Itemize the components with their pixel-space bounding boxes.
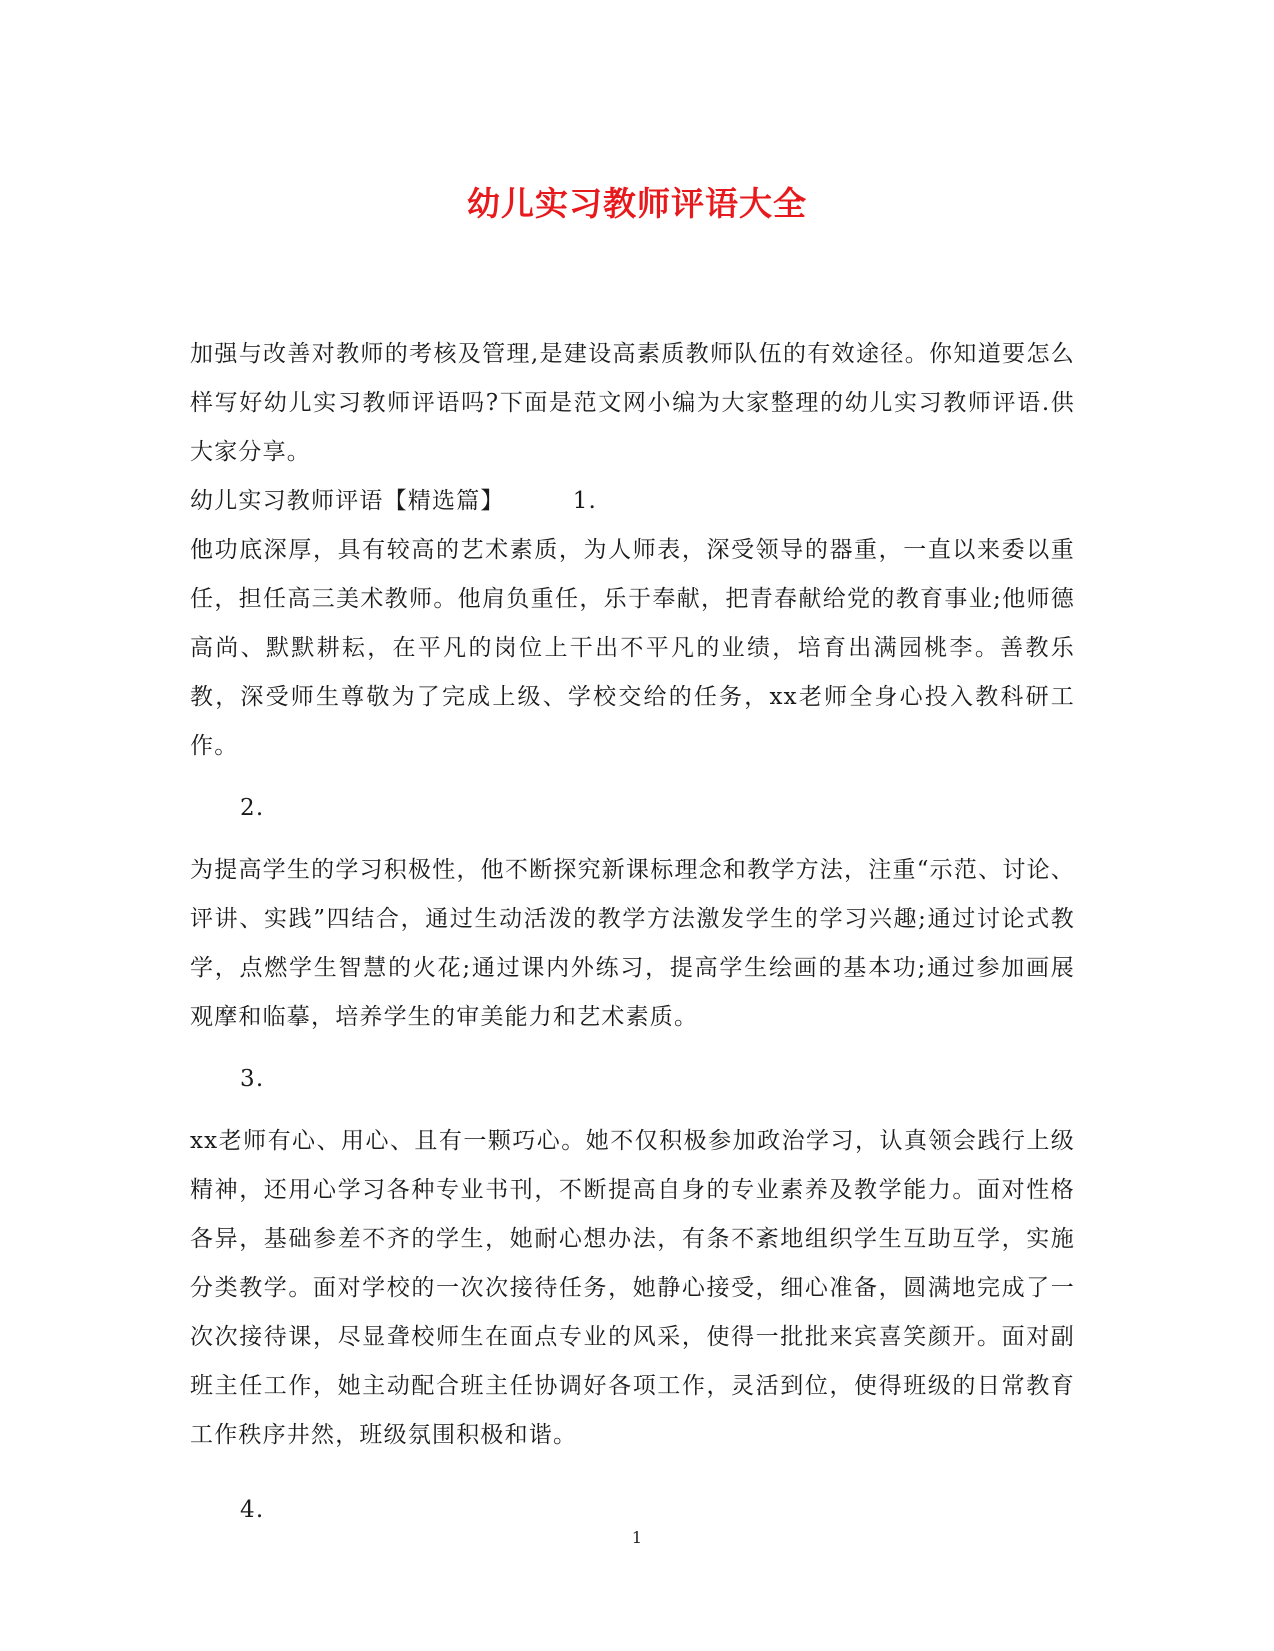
- section-heading-number: 1.: [572, 488, 598, 514]
- section-heading-line: [190, 477, 1075, 526]
- comment-paragraph-2: 为提高学生的学习积极性，他不断探究新课标理念和教学方法，注重“示范、讨论、评讲、实践”四结合，通过生动活泼的教学方法激发学生的学习兴趣;通过讨论式教学，点燃学生智慧的火花;通过课内外练习，提高学生绘画的基本功;通过参加画展观摩和临摹，培养学生的审美能力和艺术素质。: [190, 857, 1075, 1030]
- comment-number-2: 2.: [240, 795, 265, 821]
- section-heading: 幼儿实习教师评语【精选篇】: [190, 488, 505, 514]
- comment-paragraph-3: xx老师有心、用心、且有一颗巧心。她不仅积极参加政治学习，认真领会践行上级精神，还用心学习各种专业书刊，不断提高自身的专业素养及教学能力。面对性格各异，基础参差不齐的学生，她耐心想办法，有条不紊地组织学生互助互学，实施分类教学。面对学校的一次次接待任务，她静心接受，细心准备，圆满地完成了一次次接待课，尽显聋校师生在面点专业的风采，使得一批批来宾喜笑颜开。面对副班主任工作，她主动配合班主任协调好各项工作，灵活到位，使得班级的日常教育工作秩序井然，班级氛围积极和谐。: [190, 1128, 1075, 1448]
- comment-paragraph-1: 他功底深厚，具有较高的艺术素质，为人师表，深受领导的器重，一直以来委以重任，担任高三美术教师。他肩负重任，乐于奉献，把青春献给党的教育事业;他师德高尚、默默耕耘，在平凡的岗位上干出不平凡的业绩，培育出满园桃李。善教乐教，深受师生尊敬为了完成上级、学校交给的任务，xx老师全身心投入教科研工作。: [190, 537, 1075, 759]
- document-title: 幼儿实习教师评语大全: [467, 184, 807, 223]
- comment-number-3: 3.: [240, 1066, 265, 1092]
- comment-number-4: 4.: [240, 1497, 265, 1523]
- intro-paragraph: 加强与改善对教师的考核及管理,是建设高素质教师队伍的有效途径。你知道要怎么样写好幼儿实习教师评语吗?下面是范文网小编为大家整理的幼儿实习教师评语.供大家分享。: [190, 341, 1075, 465]
- document-body: [190, 330, 1075, 1535]
- page-number: 1: [631, 1528, 643, 1547]
